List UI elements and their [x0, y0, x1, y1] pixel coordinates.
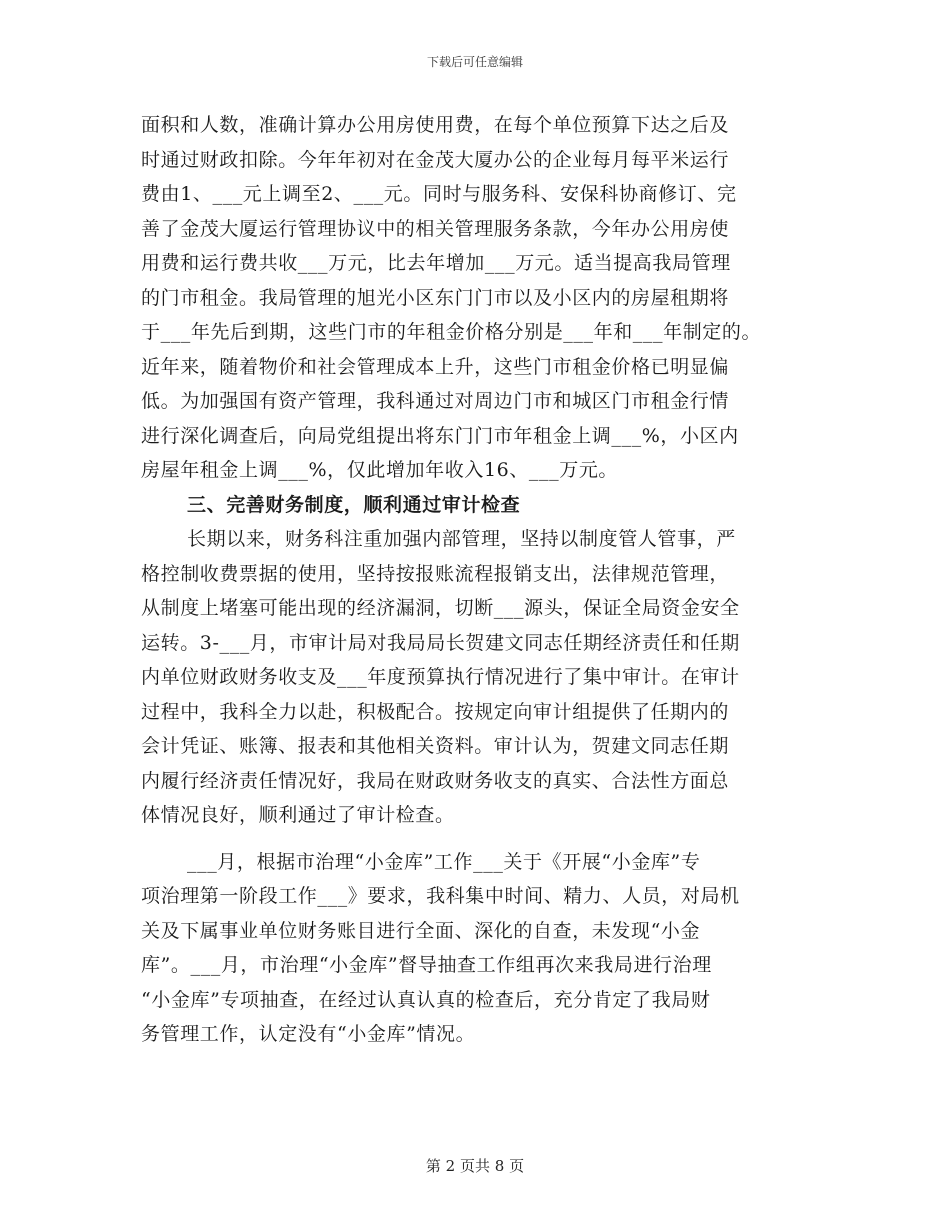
- text-line: 体情况良好，顺利通过了审计检查。: [141, 804, 455, 826]
- text-line: 关及下属事业单位财务账目进行全面、深化的自查，未发现“小金: [141, 919, 701, 942]
- paragraph-fees: [141, 108, 821, 488]
- paragraph-audit: [141, 522, 821, 833]
- text-line: 内单位财政财务收支及___年度预算执行情况进行了集中审计。在审计: [141, 666, 740, 688]
- text-line: 格控制收费票据的使用，坚持按报账流程报销支出，法律规范管理，: [141, 562, 730, 585]
- text-line: 库”。___月，市治理“小金库”督导抽查工作组再次来我局进行治理: [141, 954, 712, 976]
- text-line: 进行深化调查后，向局党组提出将东门门市年租金上调___%，小区内: [141, 424, 739, 447]
- section-heading: 三、完善财务制度，顺利通过审计检查: [187, 493, 521, 516]
- text-line: 于___年先后到期，这些门市的年租金价格分别是___年和___年制定的。: [141, 321, 762, 343]
- document-body: [141, 108, 821, 1052]
- text-line: ___月，根据市治理“小金库”工作___关于《开展“小金库”专: [187, 850, 701, 873]
- text-line: 从制度上堵塞可能出现的经济漏洞，切断___源头，保证全局资金安全: [141, 597, 740, 619]
- page-number: 第 2 页共 8 页: [425, 1157, 525, 1175]
- text-line: 项治理第一阶段工作___》要求，我科集中时间、精力、人员，对局机: [141, 885, 740, 907]
- text-line: 内履行经济责任情况好，我局在财政财务收支的真实、合法性方面总: [141, 769, 730, 792]
- text-line: 运转。3-___月，市审计局对我局局长贺建文同志任期经济责任和任期: [141, 631, 740, 654]
- text-line: 务管理工作，认定没有“小金库”情况。: [141, 1023, 476, 1045]
- text-line: 面积和人数，准确计算办公用房使用费，在每个单位预算下达之后及: [141, 114, 730, 136]
- text-line: 用费和运行费共收___万元，比去年增加___万元。适当提高我局管理: [141, 252, 731, 274]
- text-line: 善了金茂大厦运行管理协议中的相关管理服务条款，今年办公用房使: [141, 217, 730, 240]
- text-line: “小金库”专项抽查，在经过认真认真的检查后，充分肯定了我局财: [141, 988, 711, 1011]
- text-line: 近年来，随着物价和社会管理成本上升，这些门市租金价格已明显偏: [141, 355, 730, 378]
- text-line: 的门市租金。我局管理的旭光小区东门门市以及小区内的房屋租期将: [141, 286, 730, 309]
- text-line: 费由1、___元上调至2、___元。同时与服务科、安保科协商修订、完: [141, 183, 737, 205]
- page-header: 下载后可任意编辑: [426, 55, 523, 69]
- text-line: 长期以来，财务科注重加强内部管理，坚持以制度管人管事，严: [187, 528, 736, 550]
- paragraph-small-treasury: [141, 845, 821, 1052]
- text-line: 过程中，我科全力以赴，积极配合。按规定向审计组提供了任期内的: [141, 700, 730, 723]
- text-line: 会计凭证、账簿、报表和其他相关资料。审计认为，贺建文同志任期: [141, 735, 730, 757]
- text-line: 低。为加强国有资产管理，我科通过对周边门市和城区门市租金行情: [141, 390, 730, 412]
- paragraph-gap: [141, 833, 821, 845]
- text-line: 房屋年租金上调___%，仅此增加年收入16、___万元。: [141, 459, 619, 481]
- text-line: 时通过财政扣除。今年年初对在金茂大厦办公的企业每月每平米运行: [141, 148, 730, 171]
